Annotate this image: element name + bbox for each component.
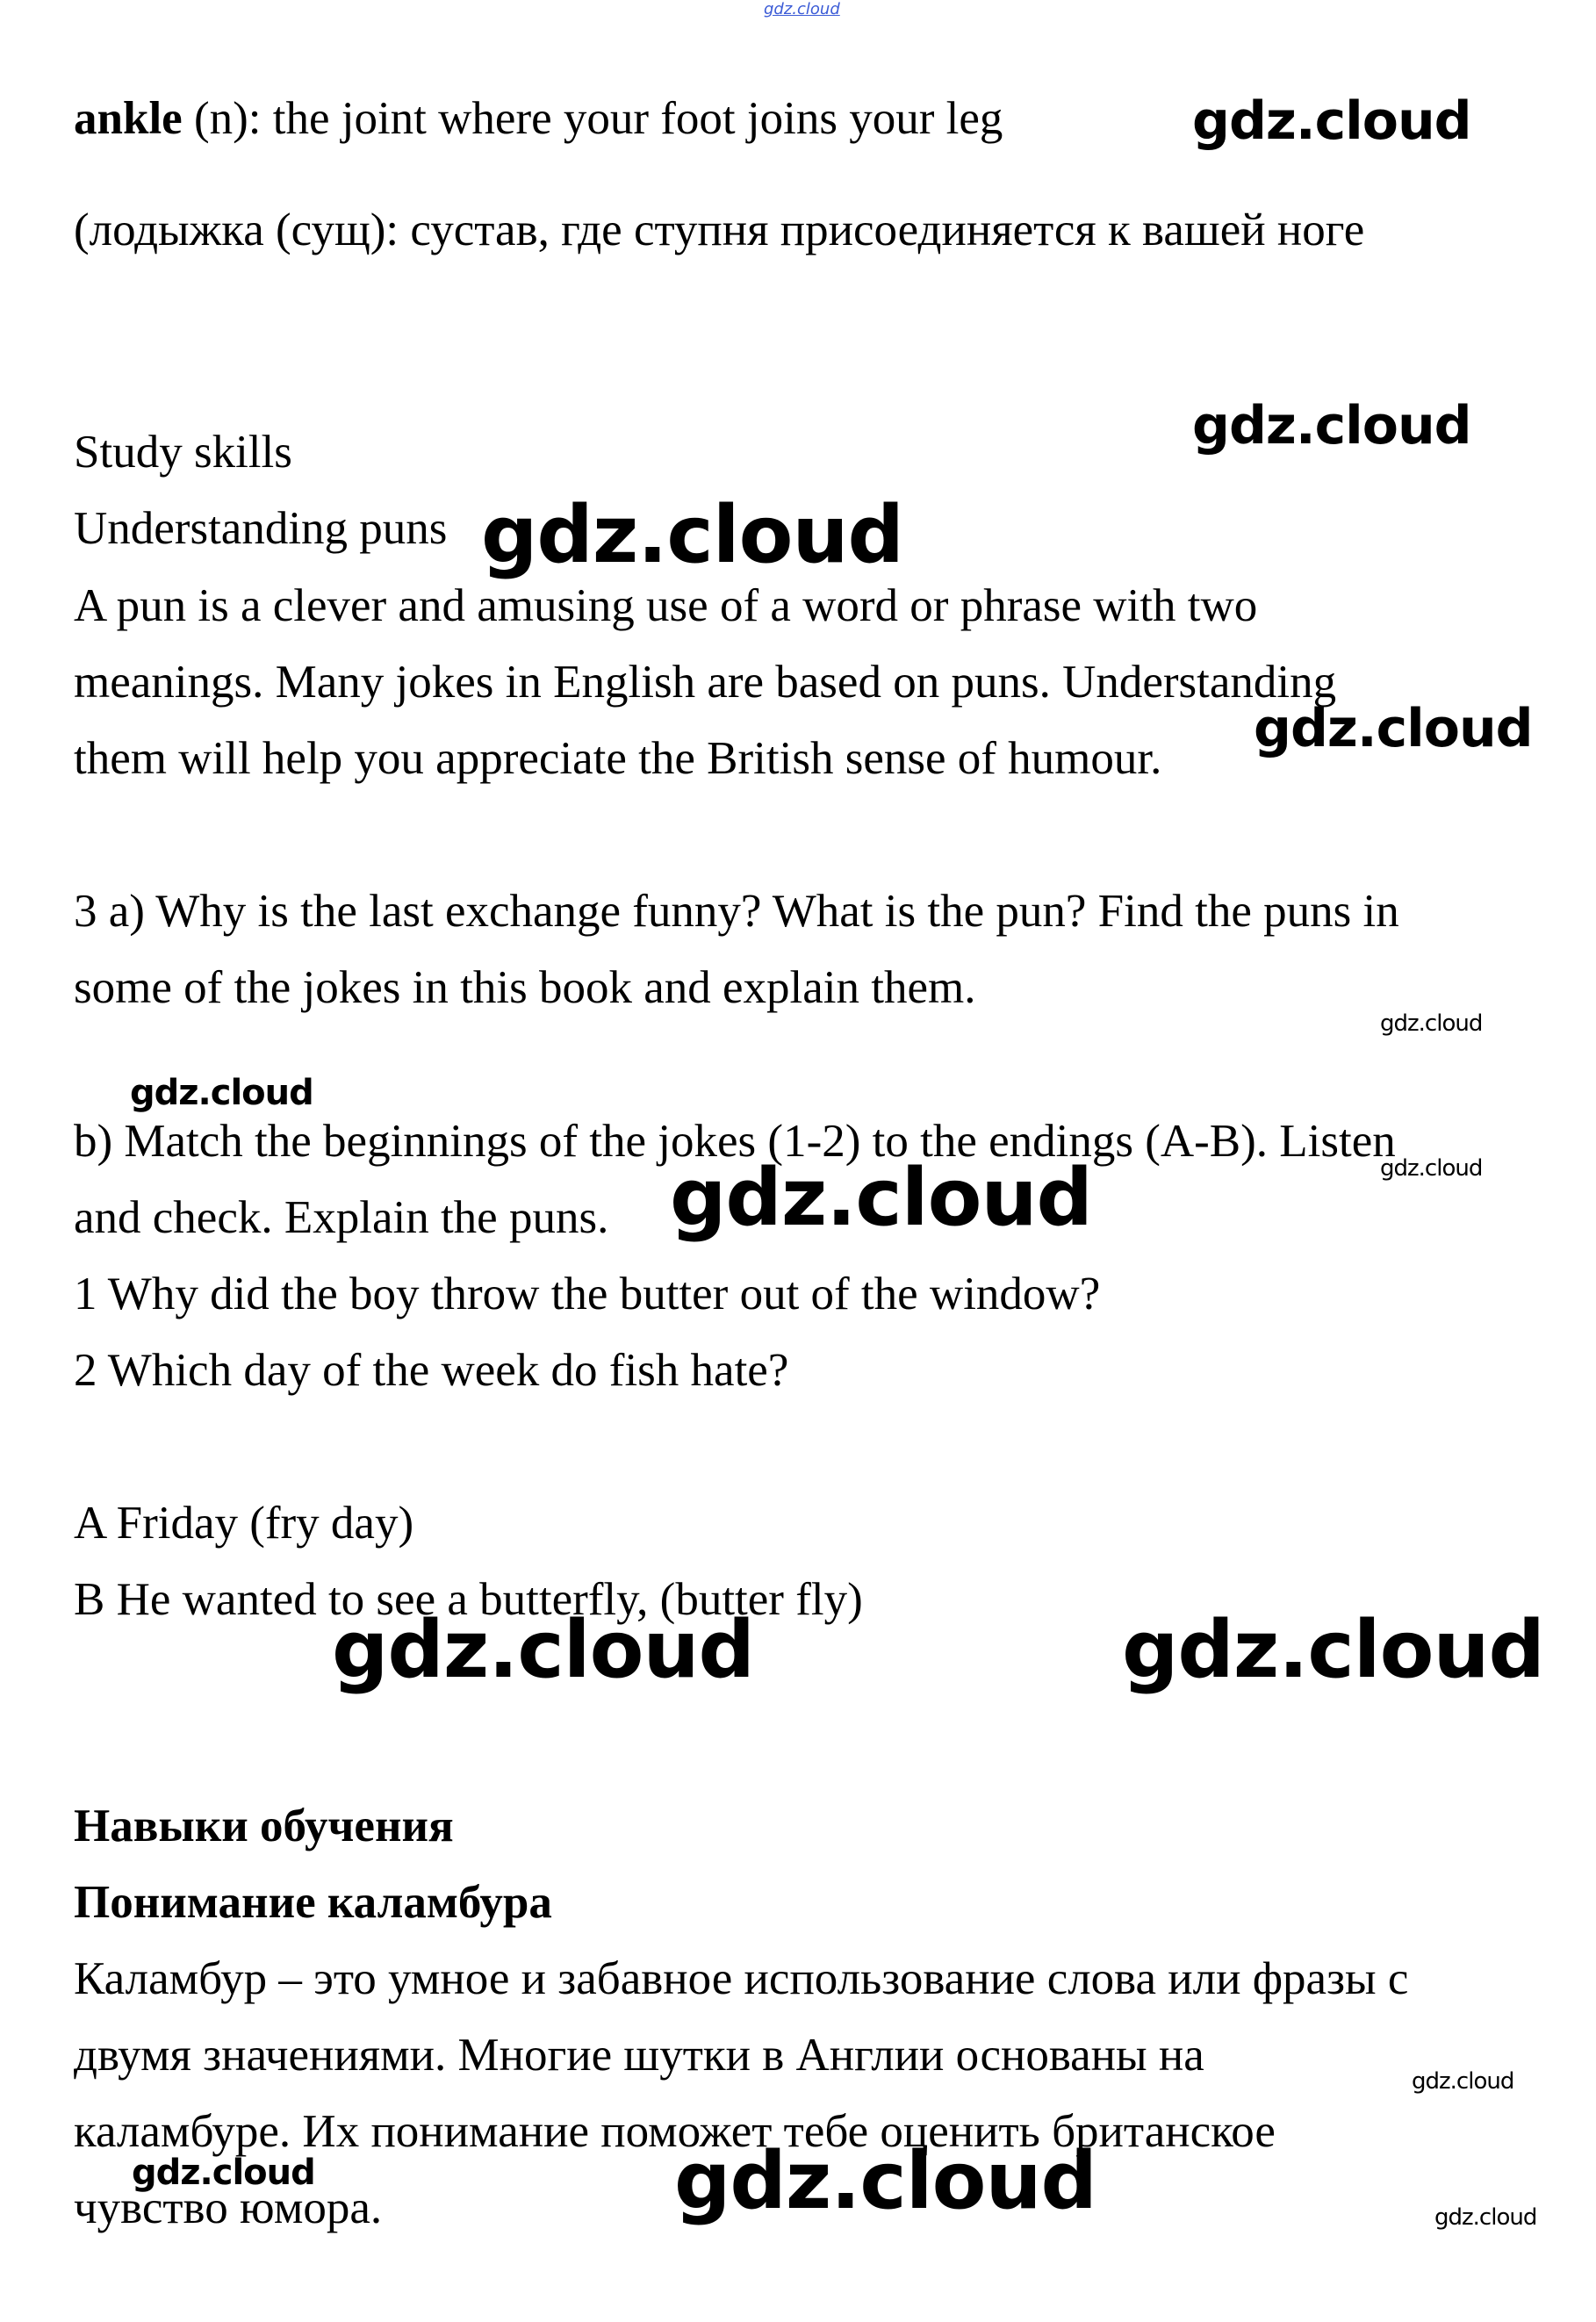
definition-term: ankle: [74, 93, 183, 144]
task-3a-line: 3 a) Why is the last exchange funny? What is the pun? Find the puns in: [74, 886, 1399, 937]
russian-heading: Навыки обучения: [74, 1801, 454, 1851]
study-subheading: Understanding puns: [74, 503, 448, 554]
russian-para-line: двумя значениями. Многие шутки в Англии основаны на: [74, 2030, 1204, 2081]
watermark: gdz.cloud: [332, 1604, 754, 1696]
russian-para-line: чувство юмора.: [74, 2182, 383, 2233]
joke-line: 2 Which day of the week do fish hate?: [74, 1345, 789, 1396]
watermark: gdz.cloud: [130, 1073, 313, 1113]
answer-line: A Friday (fry day): [74, 1498, 414, 1549]
task-3a-line: some of the jokes in this book and explain them.: [74, 962, 976, 1013]
watermark: gdz.cloud: [1254, 698, 1533, 759]
watermark: gdz.cloud: [674, 2135, 1096, 2227]
watermark: gdz.cloud: [1434, 2204, 1537, 2231]
study-para-line: them will help you appreciate the British sense of humour.: [74, 733, 1162, 784]
top-watermark: gdz.cloud: [764, 0, 840, 18]
watermark: gdz.cloud: [1192, 90, 1471, 152]
russian-para-line: Каламбур – это умное и забавное использование слова или фразы с: [74, 1953, 1409, 2004]
study-para-line: A pun is a clever and amusing use of a word or phrase with two: [74, 580, 1258, 631]
definition-rest: (n): the joint where your foot joins your leg: [182, 93, 1003, 144]
task-3b-line: and check. Explain the puns.: [74, 1192, 609, 1243]
task-3b-line: b) Match the beginnings of the jokes (1-2) to the endings (A-B). Listen: [74, 1116, 1396, 1167]
answer-line: B He wanted to see a butterfly, (butter fly): [74, 1574, 863, 1625]
russian-para-line: каламбуре. Их понимание поможет тебе оценить британское: [74, 2106, 1276, 2157]
watermark: gdz.cloud: [1412, 2068, 1514, 2095]
watermark: gdz.cloud: [1192, 395, 1471, 456]
definition-line: [74, 92, 1003, 145]
russian-subheading: Понимание каламбура: [74, 1877, 552, 1928]
study-heading: Study skills: [74, 427, 292, 478]
watermark: gdz.cloud: [1380, 1155, 1483, 1182]
watermark: gdz.cloud: [1380, 1010, 1483, 1037]
definition-translation: (лодыжка (сущ): сустав, где ступня присоединяется к вашей ноге: [74, 205, 1365, 255]
watermark: gdz.cloud: [1122, 1604, 1544, 1696]
study-para-line: meanings. Many jokes in English are based on puns. Understanding: [74, 657, 1337, 708]
joke-line: 1 Why did the boy throw the butter out of the window?: [74, 1269, 1101, 1319]
watermark: gdz.cloud: [670, 1152, 1092, 1244]
watermark: gdz.cloud: [481, 489, 903, 581]
watermark: gdz.cloud: [132, 2153, 315, 2193]
